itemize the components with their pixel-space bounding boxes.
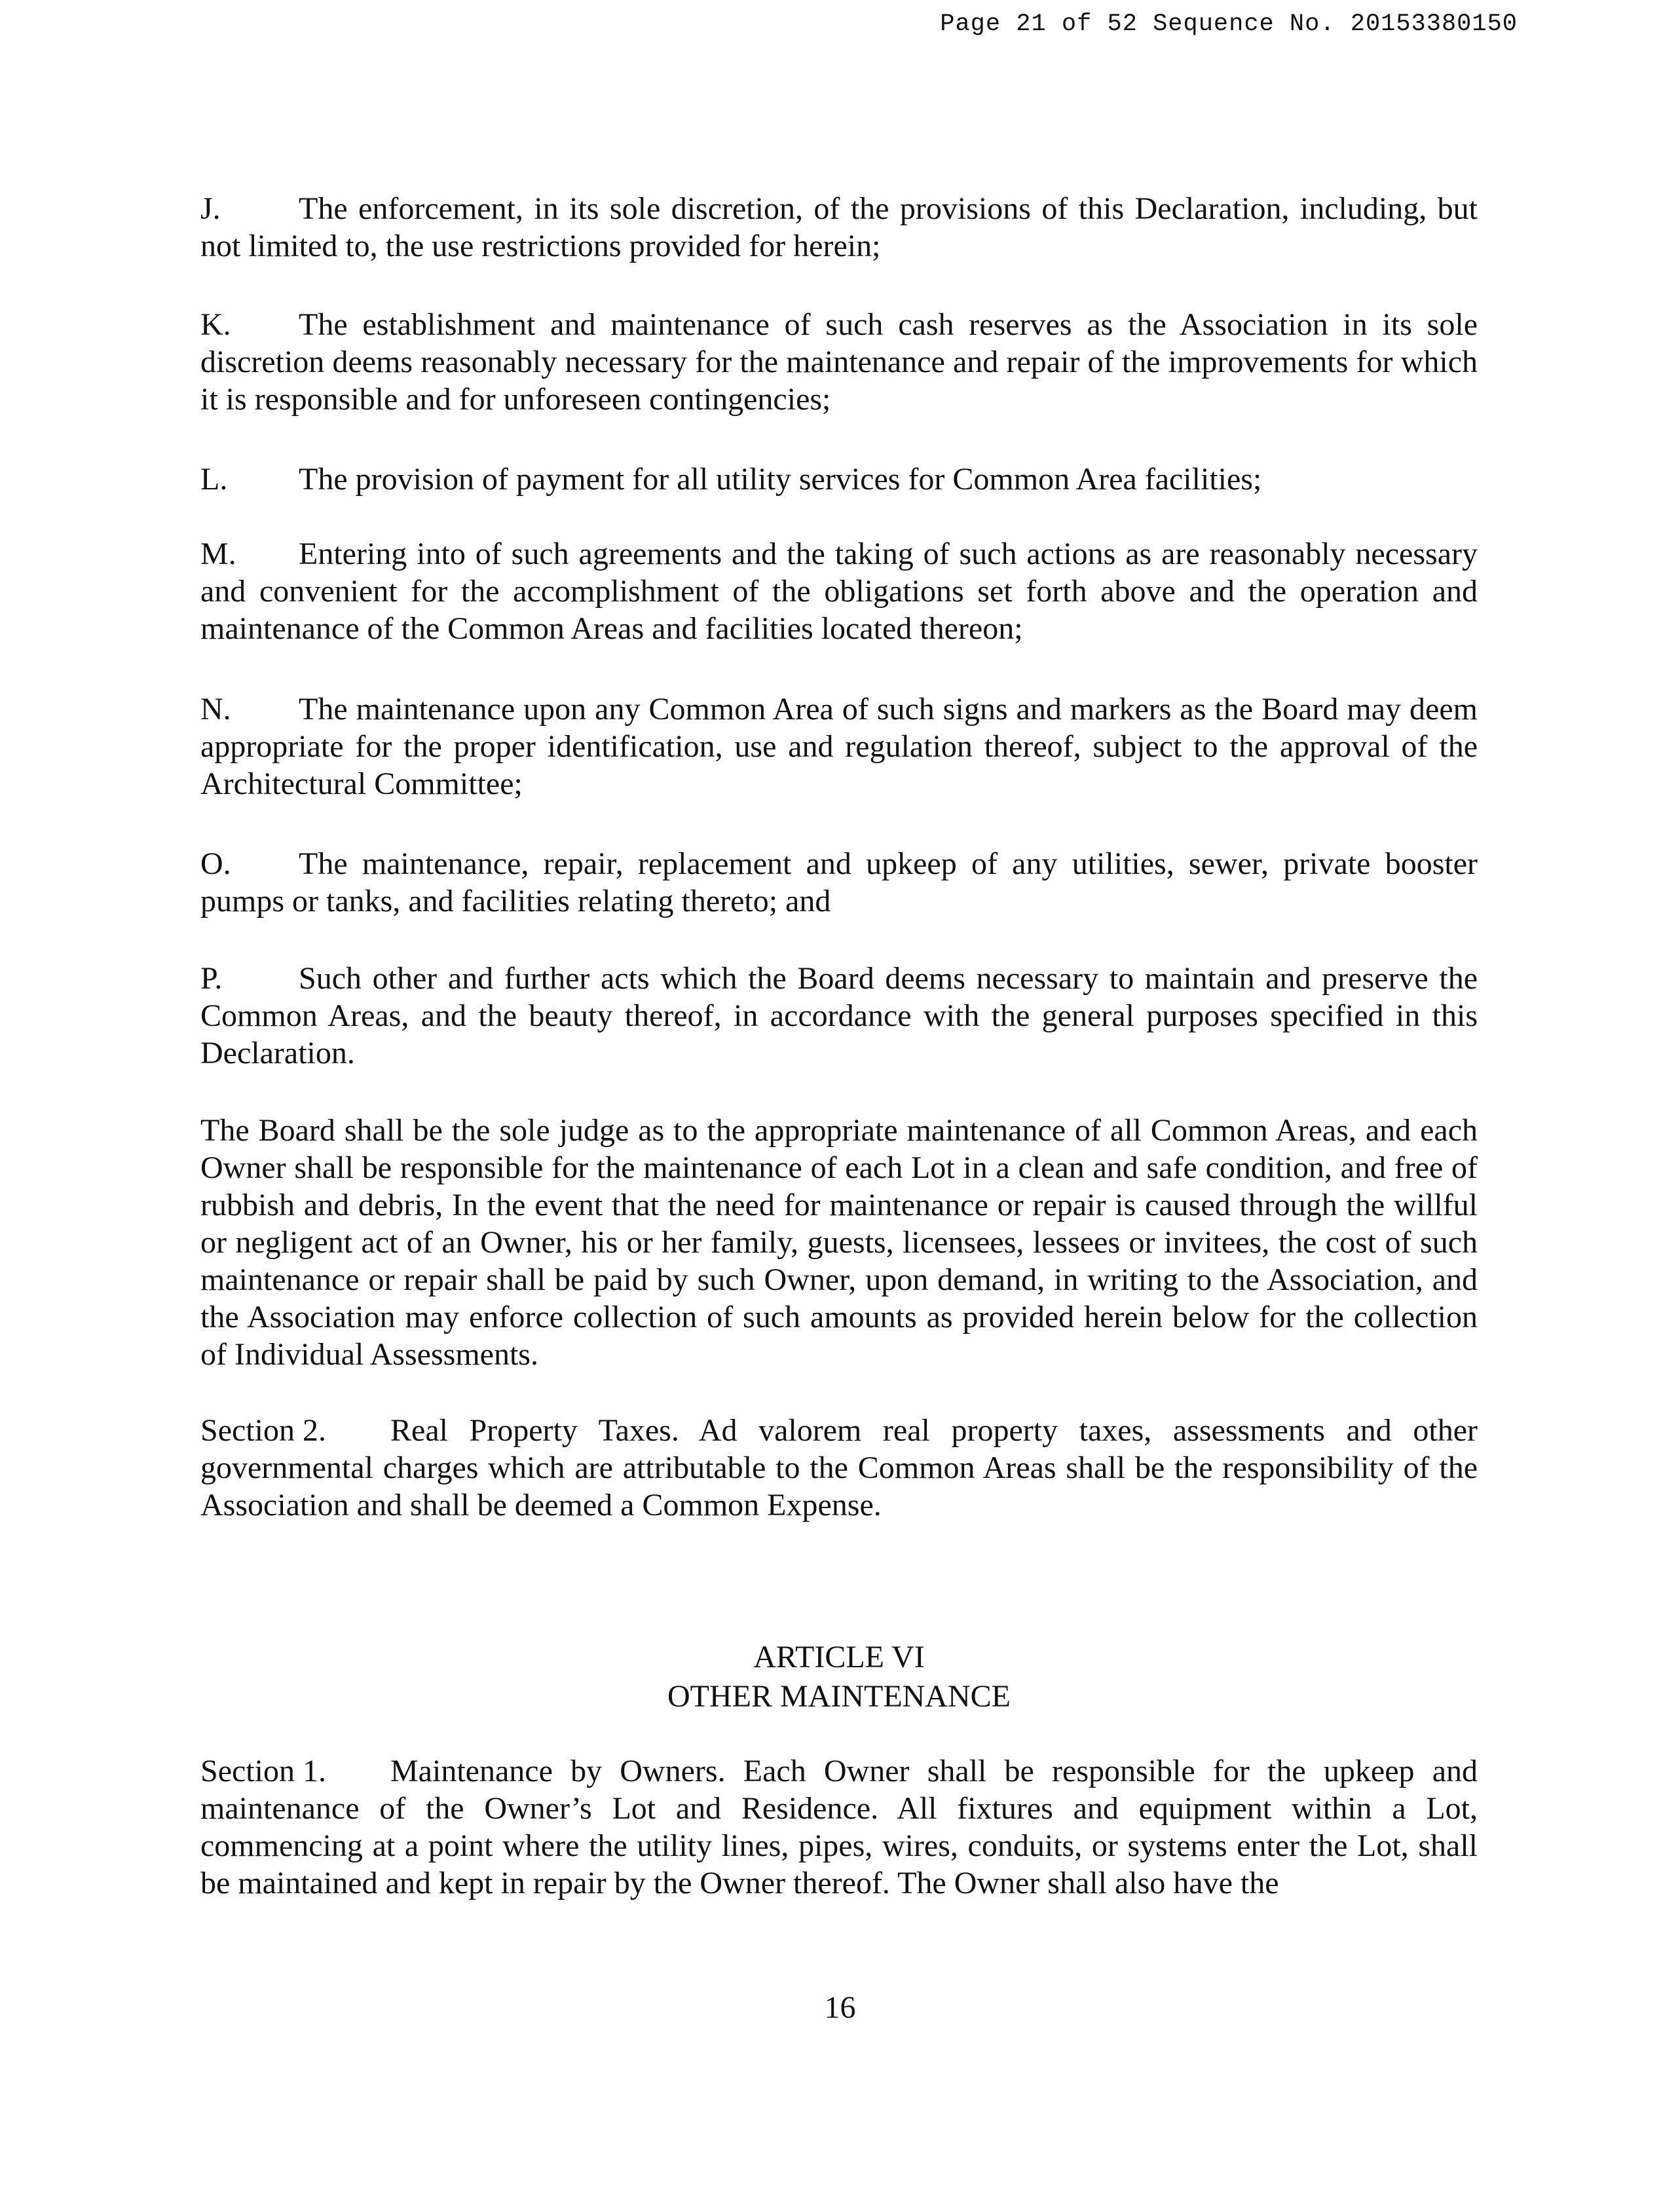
item-p bbox=[200, 960, 1478, 1072]
item-text: The maintenance upon any Common Area of such signs and markers as the Board may deem appropriate for the proper identification, use and regulation thereof, subject to the approval of the Architectural Committee; bbox=[200, 692, 1478, 801]
section-label: Section 2. bbox=[200, 1413, 326, 1448]
section-label: Section 1. bbox=[200, 1754, 326, 1788]
item-text: The establishment and maintenance of such cash reserves as the Association in its sole discretion deems reasonably necessary for the maintenance and repair of the improvements for which it is responsible and for unforeseen contingencies; bbox=[200, 307, 1478, 417]
item-text: The maintenance, repair, replacement and upkeep of any utilities, sewer, private booster pumps or tanks, and facilities relating thereto; and bbox=[200, 846, 1478, 918]
item-label: J. bbox=[200, 191, 221, 226]
page-header: Page 21 of 52 Sequence No. 20153380150 bbox=[940, 10, 1518, 38]
section-2 bbox=[200, 1412, 1478, 1524]
item-label: L. bbox=[200, 462, 228, 497]
item-label: M. bbox=[200, 537, 236, 571]
item-text: Entering into of such agreements and the taking of such actions as are reasonably necessary and convenient for the accomplishment of the obligations set forth above and the operation and maintenance of the Common Areas and facilities located thereon; bbox=[200, 537, 1478, 646]
item-o bbox=[200, 845, 1478, 920]
item-j bbox=[200, 190, 1478, 265]
item-text: Such other and further acts which the Board deems necessary to maintain and preserve the Common Areas, and the beauty thereof, in accordance with the general purposes specified in this Declaration. bbox=[200, 961, 1478, 1070]
item-label: N. bbox=[200, 692, 231, 727]
item-n bbox=[200, 690, 1478, 803]
item-m bbox=[200, 535, 1478, 647]
article-number: ARTICLE VI bbox=[753, 1640, 925, 1674]
item-label: P. bbox=[200, 961, 223, 996]
item-l bbox=[200, 461, 1478, 498]
section-text: Real Property Taxes. Ad valorem real property taxes, assessments and other governmental charges which are attributable to the Common Areas shall be the responsibility of the Association and shall be deemed a Common Expense. bbox=[200, 1413, 1478, 1522]
page-number: 16 bbox=[824, 1990, 856, 2025]
item-label: K. bbox=[200, 307, 231, 342]
article-title: OTHER MAINTENANCE bbox=[667, 1679, 1011, 1714]
item-text: The provision of payment for all utility services for Common Area facilities; bbox=[299, 462, 1262, 497]
board-paragraph: The Board shall be the sole judge as to the appropriate maintenance of all Common Areas, and each Owner shall be responsible for the maintenance of each Lot in a clean and safe condition, and free of rubbish and debris, In the event that the need for maintenance or repair is caused through the willful or negligent act of an Owner, his or her family, guests, licensees, lessees or invitees, the cost of such maintenance or repair shall be paid by such Owner, upon demand, in writing to the Association, and the Association may enforce collection of such amounts as provided herein below for the collection of Individual Assessments. bbox=[200, 1113, 1478, 1372]
item-label: O. bbox=[200, 846, 231, 881]
section-1 bbox=[200, 1752, 1478, 1902]
item-k bbox=[200, 306, 1478, 418]
item-text: The enforcement, in its sole discretion, of the provisions of this Declaration, including, but not limited to, the use restrictions provided for herein; bbox=[200, 191, 1478, 263]
section-text: Maintenance by Owners. Each Owner shall be responsible for the upkeep and maintenance of the Owner’s Lot and Residence. All fixtures and equipment within a Lot, commencing at a point where the utility lines, pipes, wires, conduits, or systems enter the Lot, shall be maintained and kept in repair by the Owner thereof. The Owner shall also have the bbox=[200, 1754, 1478, 1900]
